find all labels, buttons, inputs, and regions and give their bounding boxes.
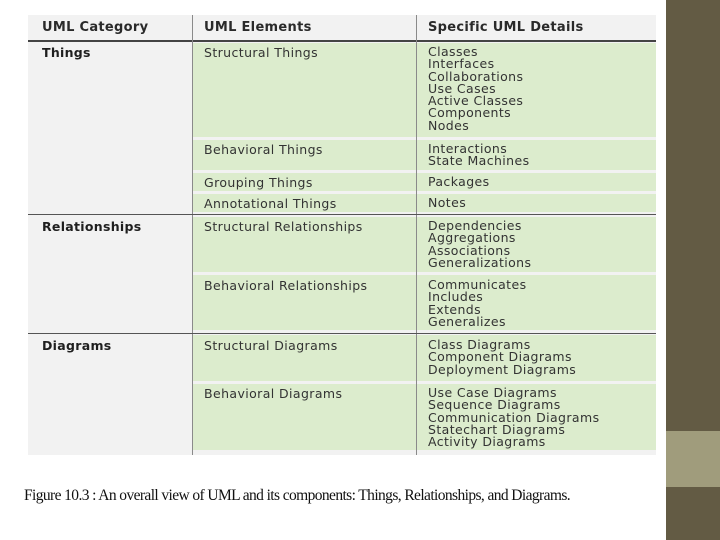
- detail-item: Interactions: [428, 141, 508, 156]
- detail-item: Communication Diagrams: [428, 409, 600, 425]
- element-structural-things: Structural Things: [204, 45, 319, 60]
- detail-item: Extends: [428, 301, 482, 317]
- details-behavioral-relationships: [428, 279, 526, 328]
- side-bar-dark-bottom: [666, 487, 720, 540]
- side-bar-olive: [666, 431, 720, 487]
- table-header: [28, 15, 656, 41]
- element-structural-relationships: Structural Relationships: [204, 219, 363, 234]
- detail-item: Dependencies: [428, 218, 522, 233]
- detail-item: Statechart Diagrams: [428, 421, 566, 437]
- detail-item: Includes: [428, 289, 484, 305]
- details-annotational-things: [428, 197, 466, 209]
- detail-item: Components: [428, 105, 512, 121]
- element-behavioral-things: Behavioral Things: [204, 142, 323, 157]
- detail-item: Notes: [428, 195, 467, 210]
- side-bar-dark-top: [666, 0, 720, 431]
- detail-item: Component Diagrams: [428, 349, 572, 365]
- detail-item: Activity Diagrams: [428, 434, 546, 450]
- detail-item: Packages: [428, 174, 490, 189]
- detail-item: Use Case Diagrams: [428, 385, 557, 400]
- column-divider-2: [416, 15, 417, 455]
- details-grouping-things: [428, 176, 490, 188]
- details-behavioral-diagrams: [428, 387, 599, 448]
- header-uml-category: UML Category: [42, 20, 149, 35]
- detail-item: Classes: [428, 44, 478, 59]
- element-annotational-things: Annotational Things: [204, 196, 337, 211]
- column-divider-1: [192, 15, 193, 455]
- element-structural-diagrams: Structural Diagrams: [204, 338, 338, 353]
- details-structural-things: [428, 46, 523, 132]
- detail-item: Associations: [428, 242, 511, 258]
- category-things: Things: [42, 45, 91, 60]
- details-structural-diagrams: [428, 339, 576, 376]
- detail-item: Sequence Diagrams: [428, 397, 561, 413]
- detail-item: Active Classes: [428, 93, 524, 109]
- category-diagrams: Diagrams: [42, 338, 112, 353]
- header-specific-details: Specific UML Details: [428, 20, 584, 35]
- element-behavioral-relationships: Behavioral Relationships: [204, 278, 368, 293]
- element-grouping-things: Grouping Things: [204, 175, 313, 190]
- details-behavioral-things: [428, 143, 530, 168]
- details-structural-relationships: [428, 220, 531, 269]
- detail-item: Nodes: [428, 117, 470, 133]
- detail-item: Use Cases: [428, 80, 497, 96]
- detail-item: Generalizations: [428, 254, 532, 270]
- detail-item: Class Diagrams: [428, 337, 531, 352]
- figure-caption: Figure 10.3 : An overall view of UML and its components: Things, Relationships, and Diagrams.: [24, 487, 571, 504]
- detail-item: Aggregations: [428, 230, 516, 246]
- uml-table: [28, 15, 656, 455]
- detail-item: Communicates: [428, 277, 527, 292]
- detail-item: Collaborations: [428, 68, 524, 84]
- detail-item: Interfaces: [428, 56, 495, 72]
- detail-item: State Machines: [428, 153, 530, 169]
- detail-item: Deployment Diagrams: [428, 361, 577, 377]
- category-divider-1: [28, 214, 656, 215]
- detail-item: Generalizes: [428, 313, 506, 329]
- header-divider: [28, 40, 656, 42]
- element-behavioral-diagrams: Behavioral Diagrams: [204, 386, 343, 401]
- category-relationships: Relationships: [42, 219, 142, 234]
- category-divider-2: [28, 333, 656, 334]
- header-uml-elements: UML Elements: [204, 20, 312, 35]
